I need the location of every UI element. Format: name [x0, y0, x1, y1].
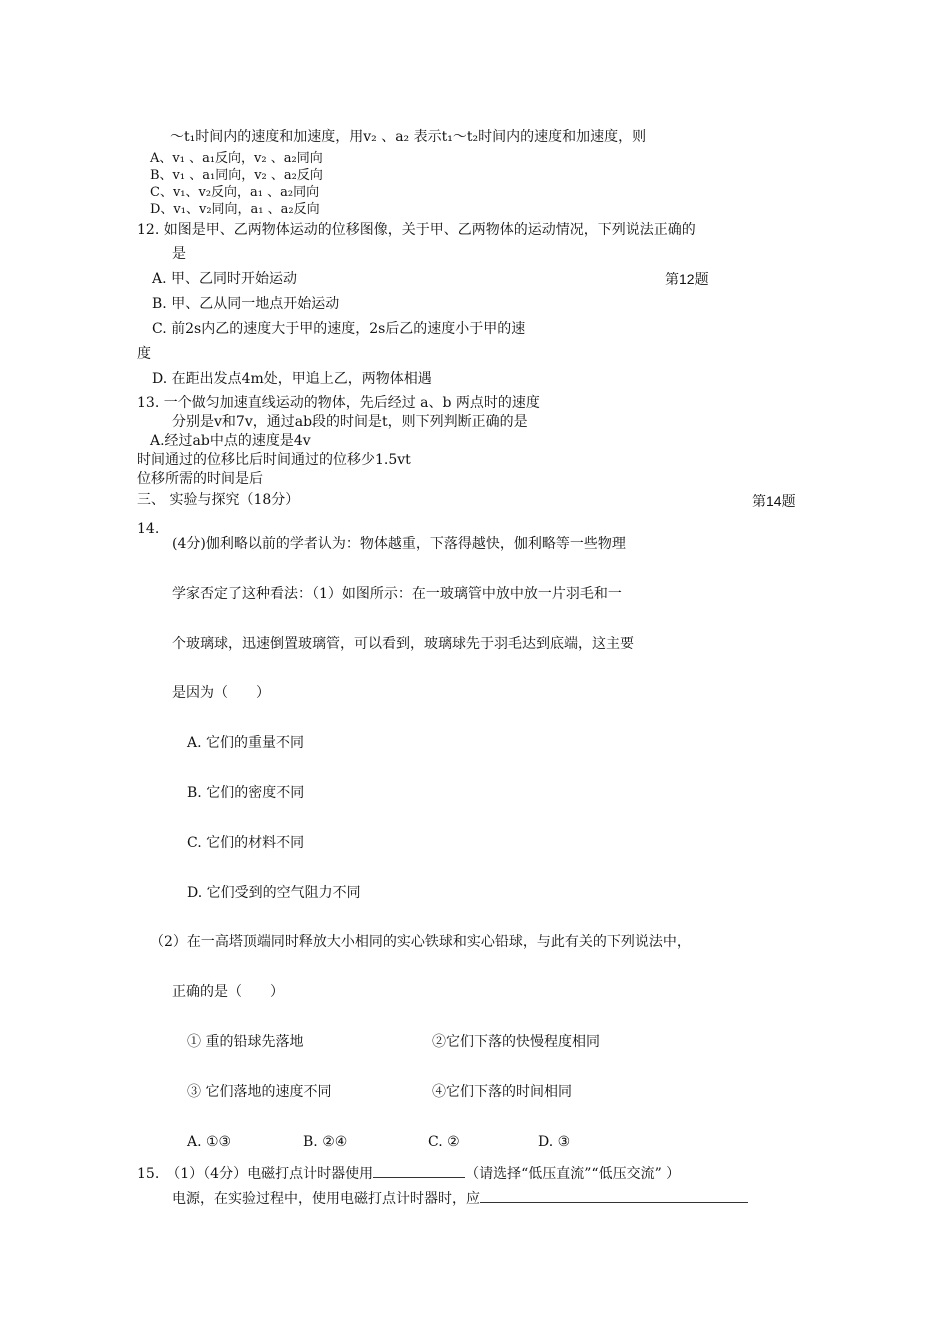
q12-figure-label: 第12题 — [665, 271, 709, 287]
q14-option-c: C. 它们的材料不同 — [187, 835, 305, 851]
q15-line-1 — [137, 1163, 680, 1183]
q14-answer-c: C. ② — [428, 1134, 460, 1150]
q14-answer-a: A. ①③ — [187, 1134, 232, 1150]
q13-stem: 13. 一个做匀加速直线运动的物体，先后经过 a、b 两点时的速度 — [137, 395, 540, 411]
q14-option-a: A. 它们的重量不同 — [187, 735, 305, 751]
q15-text-line-2: 电源，在实验过程中，使用电磁打点计时器时，应 — [172, 1191, 480, 1207]
q14-statement-2: ②它们下落的快慢程度相同 — [432, 1034, 600, 1050]
q11-option-b: B、v₁ 、a₁同向，v₂ 、a₂反向 — [150, 168, 323, 183]
q15-blank-1[interactable] — [373, 1163, 465, 1178]
q13-fragment-1: 时间通过的位移比后时间通过的位移少1.5vt — [137, 452, 411, 468]
section-title: 三、 实验与探究（18分） — [137, 492, 300, 508]
q11-intro: ～t₁时间内的速度和加速度，用v₂ 、a₂ 表示t₁～t₂时间内的速度和加速度，则 — [170, 129, 647, 145]
q15-blank-2[interactable] — [480, 1188, 748, 1203]
q12-option-a: A. 甲、乙同时开始运动 — [152, 271, 298, 287]
q14-part2-stem-cont: 正确的是（ ） — [172, 984, 284, 1000]
q13-option-a: A.经过ab中点的速度是4v — [150, 433, 311, 449]
q13-stem-cont: 分别是v和7v，通过ab段的时间是t，则下列判断正确的是 — [172, 414, 528, 430]
q12-stem: 12. 如图是甲、乙两物体运动的位移图像，关于甲、乙两物体的运动情况，下列说法正确的 — [137, 222, 696, 238]
q14-para-line-4: 是因为（ ） — [172, 685, 270, 701]
q14-part2-stem: （2）在一高塔顶端同时释放大小相同的实心铁球和实心铅球，与此有关的下列说法中， — [150, 934, 691, 950]
q14-para-line-3: 个玻璃球，迅速倒置玻璃管，可以看到，玻璃球先于羽毛达到底端，这主要 — [172, 636, 634, 652]
q14-number: 14. — [137, 521, 160, 537]
q15-text-before-blank: 15. （1）（4分）电磁打点计时器使用 — [137, 1166, 374, 1182]
q14-para-line-1: (4分)伽利略以前的学者认为：物体越重，下落得越快，伽利略等一些物理 — [172, 536, 626, 552]
q12-stem-cont: 是 — [172, 246, 186, 262]
q14-option-b: B. 它们的密度不同 — [187, 785, 305, 801]
q11-option-a: A、v₁ 、a₁反向，v₂ 、a₂同向 — [150, 151, 323, 166]
q14-para-line-2: 学家否定了这种看法：（1）如图所示：在一玻璃管中放中放一片羽毛和一 — [172, 586, 622, 602]
q14-statement-4: ④它们下落的时间相同 — [432, 1084, 572, 1100]
q14-figure-label: 第14题 — [752, 493, 796, 509]
q12-option-c: C. 前2s内乙的速度大于甲的速度，2s后乙的速度小于甲的速 — [152, 321, 526, 337]
q11-option-c: C、v₁、v₂反向，a₁ 、a₂同向 — [150, 185, 320, 200]
q12-option-d: D. 在距出发点4m处，甲追上乙，两物体相遇 — [152, 371, 432, 387]
q14-statement-1: ① 重的铅球先落地 — [187, 1034, 304, 1050]
q14-answer-d: D. ③ — [538, 1134, 571, 1150]
q13-fragment-2: 位移所需的时间是后 — [137, 471, 263, 487]
q15-line-2 — [172, 1188, 748, 1208]
q14-answer-b: B. ②④ — [303, 1134, 348, 1150]
q15-text-after-blank: （请选择“低压直流”“低压交流” ） — [465, 1166, 681, 1182]
q12-option-c-cont: 度 — [137, 346, 151, 362]
q12-option-b: B. 甲、乙从同一地点开始运动 — [152, 296, 340, 312]
q14-statement-3: ③ 它们落地的速度不同 — [187, 1084, 332, 1100]
q11-option-d: D、v₁、v₂同向，a₁ 、a₂反向 — [150, 202, 320, 217]
q14-option-d: D. 它们受到的空气阻力不同 — [187, 885, 361, 901]
